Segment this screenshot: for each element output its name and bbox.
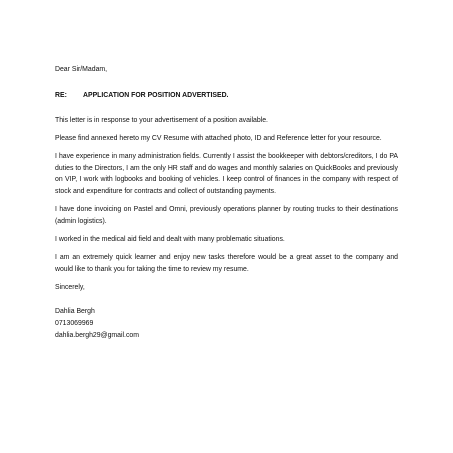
signer-phone: 0713069969 bbox=[55, 319, 94, 327]
paragraph-attachments: Please find annexed hereto my CV Resume with attached photo, ID and Reference letter for your resource. bbox=[55, 134, 382, 142]
signature-block bbox=[55, 306, 398, 342]
paragraph-response: This letter is in response to your advertisement of a position available. bbox=[55, 116, 268, 124]
paragraph-medical-aid: I worked in the medical aid field and dealt with many problematic situations. bbox=[55, 236, 285, 244]
closing: Sincerely, bbox=[55, 283, 85, 291]
cover-letter bbox=[55, 64, 398, 341]
subject-text: APPLICATION FOR POSITION ADVERTISED. bbox=[83, 91, 229, 99]
paragraph-invoicing: I have done invoicing on Pastel and Omni, previously operations planner by routing trucks to their destinations (admin logistics). bbox=[55, 206, 398, 226]
salutation: Dear Sir/Madam, bbox=[55, 66, 108, 73]
paragraph-quick-learner: I am an extremely quick learner and enjoy new tasks therefore would be a great asset to the company and would like to thank you for taking the time to review my resume. bbox=[55, 253, 398, 273]
subject-line bbox=[55, 90, 398, 102]
signer-email: dahlia.bergh29@gmail.com bbox=[55, 331, 139, 339]
subject-prefix: RE: bbox=[55, 91, 67, 99]
signer-name: Dahlia Bergh bbox=[55, 307, 95, 315]
paragraph-experience: I have experience in many administration fields. Currently I assist the bookkeeper with debtors/creditors, I do PA duties to the Directors, I am the only HR staff and do wages and monthly salaries on QuickBooks and previously on VIP, I work with logbooks and booking of vehicles. I keep control of finances in the company with respect of stock and expenditure for contracts and collect of outstanding payments. bbox=[55, 152, 398, 196]
